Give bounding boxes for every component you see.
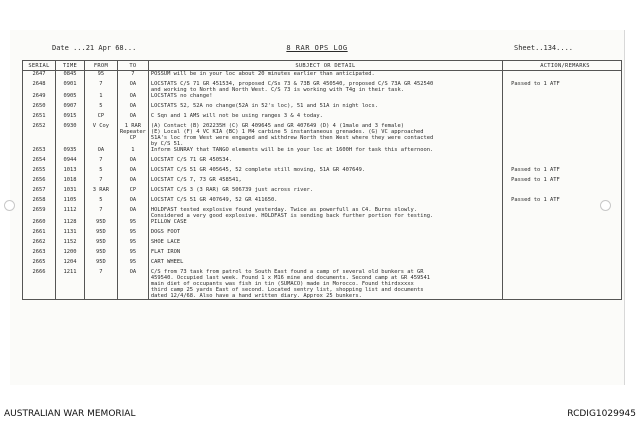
to-cell: 1 bbox=[117, 147, 148, 157]
subject-cell: PILLOW CASE bbox=[148, 219, 502, 229]
from-cell: 7 bbox=[84, 157, 117, 167]
action-cell bbox=[503, 157, 622, 167]
punch-hole bbox=[600, 200, 611, 211]
date-label: Date ...21 Apr 68... bbox=[52, 44, 137, 52]
time-cell: 1211 bbox=[55, 269, 84, 300]
action-cell bbox=[503, 219, 622, 229]
action-cell bbox=[503, 259, 622, 269]
subject-cell: LOCSTAT C/S 71 GR 450534. bbox=[148, 157, 502, 167]
subject-cell: LOCSTAT C/S 51 GR 407649, 52 GR 411650. bbox=[148, 197, 502, 207]
table-row bbox=[23, 123, 622, 147]
table-row bbox=[23, 197, 622, 207]
to-cell: OA bbox=[117, 103, 148, 113]
table-row bbox=[23, 229, 622, 239]
time-cell: 1128 bbox=[55, 219, 84, 229]
sheet-number: Sheet..134.... bbox=[514, 44, 574, 52]
from-cell: 1 bbox=[84, 93, 117, 103]
table-row bbox=[23, 93, 622, 103]
subject-cell: (A) Contact (B) 202235H (C) GR 409645 and GR 407649 (D) 4 (1male and 3 female) (E) Local (F) 4 VC KIA (BC) 1 M4 carbine 5 instantaneous grenades. (G) VC approached 51A's loc from West were engaged and withdrew North then West where they were contacted by C/S 51. bbox=[148, 123, 502, 147]
subject-cell: FLAT IRON bbox=[148, 249, 502, 259]
from-cell: V Coy bbox=[84, 123, 117, 147]
to-cell: OA bbox=[117, 157, 148, 167]
subject-cell: C Sqn and 1 AMS will not be using ranges 3 & 4 today. bbox=[148, 113, 502, 123]
to-cell: OA bbox=[117, 81, 148, 93]
serial-cell: 2655 bbox=[23, 167, 56, 177]
to-cell: 95 bbox=[117, 239, 148, 249]
to-cell: OA bbox=[117, 167, 148, 177]
table-row bbox=[23, 207, 622, 219]
action-cell: Passed to 1 ATF bbox=[503, 81, 622, 93]
from-cell: 95 bbox=[84, 71, 117, 82]
table-row bbox=[23, 249, 622, 259]
serial-cell: 2665 bbox=[23, 259, 56, 269]
action-cell bbox=[503, 71, 622, 82]
time-cell: 1031 bbox=[55, 187, 84, 197]
serial-cell: 2657 bbox=[23, 187, 56, 197]
from-cell: 7 bbox=[84, 81, 117, 93]
serial-cell: 2658 bbox=[23, 197, 56, 207]
action-cell: Passed to 1 ATF bbox=[503, 197, 622, 207]
from-cell: 95D bbox=[84, 239, 117, 249]
action-cell bbox=[503, 187, 622, 197]
subject-cell: C/S from 73 task from patrol to South East found a camp of several old bunkers at GR 459540. Occupied last week. Found 1 x M16 mine and documents. Second camp at GR 459541 main diet of occupants was fish in tin (SUMACO) made in Morocco. Found thirdxxxxx third camp 25 yards East of second. Located sentry list, shopping list and documents dated 12/4/68. Also have a hand written diary. Approx 25 bunkers. bbox=[148, 269, 502, 300]
table-row bbox=[23, 259, 622, 269]
table-row bbox=[23, 81, 622, 93]
subject-cell: LOCSTAT C/S 3 (3 RAR) GR 506739 just across river. bbox=[148, 187, 502, 197]
from-cell: 95D bbox=[84, 219, 117, 229]
to-cell: OA bbox=[117, 197, 148, 207]
serial-cell: 2647 bbox=[23, 71, 56, 82]
subject-cell: Inform SUNRAY that TANGO elements will be in your loc at 1600H for task this afternoon. bbox=[148, 147, 502, 157]
to-header: TO bbox=[117, 61, 148, 71]
to-cell: 1 RAR Repeater CP bbox=[117, 123, 148, 147]
subject-cell: POSSUM will be in your loc about 20 minutes earlier than anticipated. bbox=[148, 71, 502, 82]
subject-cell: LOCSTATS 52, 52A no change(52A in 52's loc), 51 and 51A in night locs. bbox=[148, 103, 502, 113]
action-cell bbox=[503, 249, 622, 259]
serial-cell: 2660 bbox=[23, 219, 56, 229]
table-row bbox=[23, 113, 622, 123]
serial-cell: 2654 bbox=[23, 157, 56, 167]
time-cell: 0944 bbox=[55, 157, 84, 167]
subject-cell: LOCSTATS C/S 71 GR 451534, proposed C/Ss 73 & 73B GR 450540, proposed C/S 73A GR 452540 and working to North and North West. C/S 73 is working with T4g in their task. bbox=[148, 81, 502, 93]
from-cell: CP bbox=[84, 113, 117, 123]
time-cell: 0935 bbox=[55, 147, 84, 157]
serial-cell: 2662 bbox=[23, 239, 56, 249]
time-cell: 1013 bbox=[55, 167, 84, 177]
action-cell bbox=[503, 229, 622, 239]
action-header: ACTION/REMARKS bbox=[503, 61, 622, 71]
time-cell: 1131 bbox=[55, 229, 84, 239]
archive-credit: AUSTRALIAN WAR MEMORIAL bbox=[4, 409, 136, 419]
serial-cell: 2650 bbox=[23, 103, 56, 113]
to-cell: OA bbox=[117, 269, 148, 300]
to-cell: 95 bbox=[117, 219, 148, 229]
archive-id: RCDIG1029945 bbox=[567, 409, 636, 419]
table-row bbox=[23, 71, 622, 82]
action-cell: Passed to 1 ATF bbox=[503, 177, 622, 187]
serial-header: SERIAL bbox=[23, 61, 56, 71]
from-cell: 95D bbox=[84, 249, 117, 259]
to-cell: OA bbox=[117, 207, 148, 219]
log-body bbox=[23, 71, 622, 300]
header-row bbox=[23, 61, 622, 71]
from-cell: 5 bbox=[84, 103, 117, 113]
time-cell: 0845 bbox=[55, 71, 84, 82]
action-cell bbox=[503, 269, 622, 300]
action-cell bbox=[503, 147, 622, 157]
action-cell bbox=[503, 113, 622, 123]
serial-cell: 2661 bbox=[23, 229, 56, 239]
subject-cell: LOCSTAT C/S 51 GR 405645, 52 complete still moving, 51A GR 407649. bbox=[148, 167, 502, 177]
time-cell: 0907 bbox=[55, 103, 84, 113]
serial-cell: 2663 bbox=[23, 249, 56, 259]
subject-cell: LOCSTATS no change! bbox=[148, 93, 502, 103]
from-header: FROM bbox=[84, 61, 117, 71]
subject-header: SUBJECT OR DETAIL bbox=[148, 61, 502, 71]
time-cell: 1112 bbox=[55, 207, 84, 219]
serial-cell: 2651 bbox=[23, 113, 56, 123]
time-cell: 1152 bbox=[55, 239, 84, 249]
from-cell: 7 bbox=[84, 177, 117, 187]
log-title: 8 RAR OPS LOG bbox=[286, 44, 348, 52]
from-cell: 95D bbox=[84, 259, 117, 269]
table-row bbox=[23, 167, 622, 177]
serial-cell: 2666 bbox=[23, 269, 56, 300]
time-cell: 0901 bbox=[55, 81, 84, 93]
punch-hole bbox=[4, 200, 15, 211]
to-cell: 95 bbox=[117, 249, 148, 259]
subject-cell: HOLDFAST tested explosive found yesterday. Twice as powerfull as C4. Burns slowly. Considered a very good explosive. HOLDFAST is sending back further portion for testing. bbox=[148, 207, 502, 219]
subject-cell: SHOE LACE bbox=[148, 239, 502, 249]
serial-cell: 2659 bbox=[23, 207, 56, 219]
subject-cell: DOGS FOOT bbox=[148, 229, 502, 239]
time-cell: 1200 bbox=[55, 249, 84, 259]
log-sheet bbox=[10, 30, 625, 385]
from-cell: 5 bbox=[84, 197, 117, 207]
action-cell: Passed to 1 ATF bbox=[503, 167, 622, 177]
from-cell: OA bbox=[84, 147, 117, 157]
serial-cell: 2649 bbox=[23, 93, 56, 103]
to-cell: OA bbox=[117, 93, 148, 103]
table-row bbox=[23, 147, 622, 157]
table-row bbox=[23, 177, 622, 187]
serial-cell: 2656 bbox=[23, 177, 56, 187]
to-cell: CP bbox=[117, 187, 148, 197]
to-cell: 95 bbox=[117, 259, 148, 269]
table-row bbox=[23, 269, 622, 300]
table-row bbox=[23, 187, 622, 197]
to-cell: OA bbox=[117, 113, 148, 123]
time-cell: 1018 bbox=[55, 177, 84, 187]
table-row bbox=[23, 103, 622, 113]
action-cell bbox=[503, 239, 622, 249]
subject-cell: LOCSTAT C/S 7, 73 GR 458541, bbox=[148, 177, 502, 187]
time-cell: 0930 bbox=[55, 123, 84, 147]
table-row bbox=[23, 219, 622, 229]
from-cell: 5 bbox=[84, 167, 117, 177]
serial-cell: 2652 bbox=[23, 123, 56, 147]
time-header: TIME bbox=[55, 61, 84, 71]
time-cell: 1204 bbox=[55, 259, 84, 269]
ops-log-table bbox=[22, 60, 622, 300]
from-cell: 3 RAR bbox=[84, 187, 117, 197]
action-cell bbox=[503, 93, 622, 103]
from-cell: 95D bbox=[84, 229, 117, 239]
table-row bbox=[23, 157, 622, 167]
time-cell: 1105 bbox=[55, 197, 84, 207]
subject-cell: CART WHEEL bbox=[148, 259, 502, 269]
from-cell: 7 bbox=[84, 207, 117, 219]
time-cell: 0905 bbox=[55, 93, 84, 103]
to-cell: 7 bbox=[117, 71, 148, 82]
serial-cell: 2653 bbox=[23, 147, 56, 157]
to-cell: OA bbox=[117, 177, 148, 187]
action-cell bbox=[503, 103, 622, 113]
table-row bbox=[23, 239, 622, 249]
action-cell bbox=[503, 123, 622, 147]
serial-cell: 2648 bbox=[23, 81, 56, 93]
time-cell: 0915 bbox=[55, 113, 84, 123]
to-cell: 95 bbox=[117, 229, 148, 239]
from-cell: 7 bbox=[84, 269, 117, 300]
